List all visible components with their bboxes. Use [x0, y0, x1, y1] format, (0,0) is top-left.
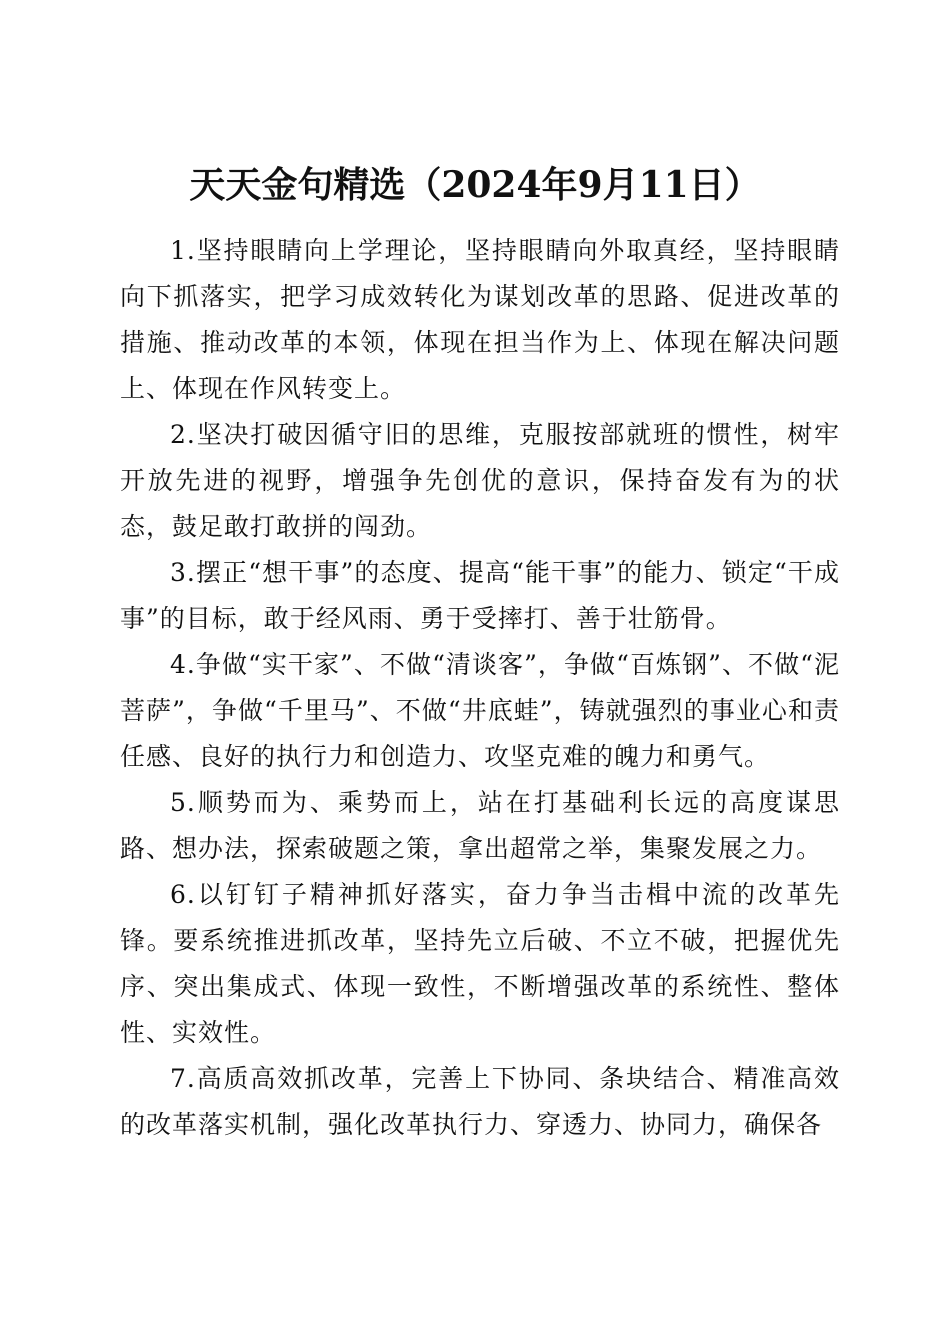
- document-title: 天天金句精选（2024年9月11日）: [189, 164, 761, 207]
- paragraph-1: 1.坚持眼睛向上学理论，坚持眼睛向外取真经，坚持眼睛向下抓落实，把学习成效转化为谋划改革的思路、促进改革的措施、推动改革的本领，体现在担当作为上、体现在解决问题上、体现在作风转变上。: [120, 236, 840, 403]
- document-body: [120, 228, 840, 1148]
- paragraph-4: 4.争做“实干家”、不做“清谈客”，争做“百炼钢”、不做“泥菩萨”，争做“千里马”、不做“井底蛙”，铸就强烈的事业心和责任感、良好的执行力和创造力、攻坚克难的魄力和勇气。: [120, 650, 840, 771]
- paragraph-2: 2.坚决打破因循守旧的思维，克服按部就班的惯性，树牢开放先进的视野，增强争先创优的意识，保持奋发有为的状态，鼓足敢打敢拼的闯劲。: [120, 420, 840, 541]
- paragraph-3: 3.摆正“想干事”的态度、提高“能干事”的能力、锁定“干成事”的目标，敢于经风雨、勇于受摔打、善于壮筋骨。: [120, 558, 840, 633]
- paragraph-7: 7.高质高效抓改革，完善上下协同、条块结合、精准高效的改革落实机制，强化改革执行力、穿透力、协同力，确保各: [120, 1064, 840, 1139]
- paragraph-5: 5.顺势而为、乘势而上，站在打基础利长远的高度谋思路、想办法，探索破题之策，拿出超常之举，集聚发展之力。: [120, 788, 840, 863]
- paragraph-6: 6.以钉钉子精神抓好落实，奋力争当击楫中流的改革先锋。要系统推进抓改革，坚持先立后破、不立不破，把握优先序、突出集成式、体现一致性，不断增强改革的系统性、整体性、实效性。: [120, 880, 840, 1047]
